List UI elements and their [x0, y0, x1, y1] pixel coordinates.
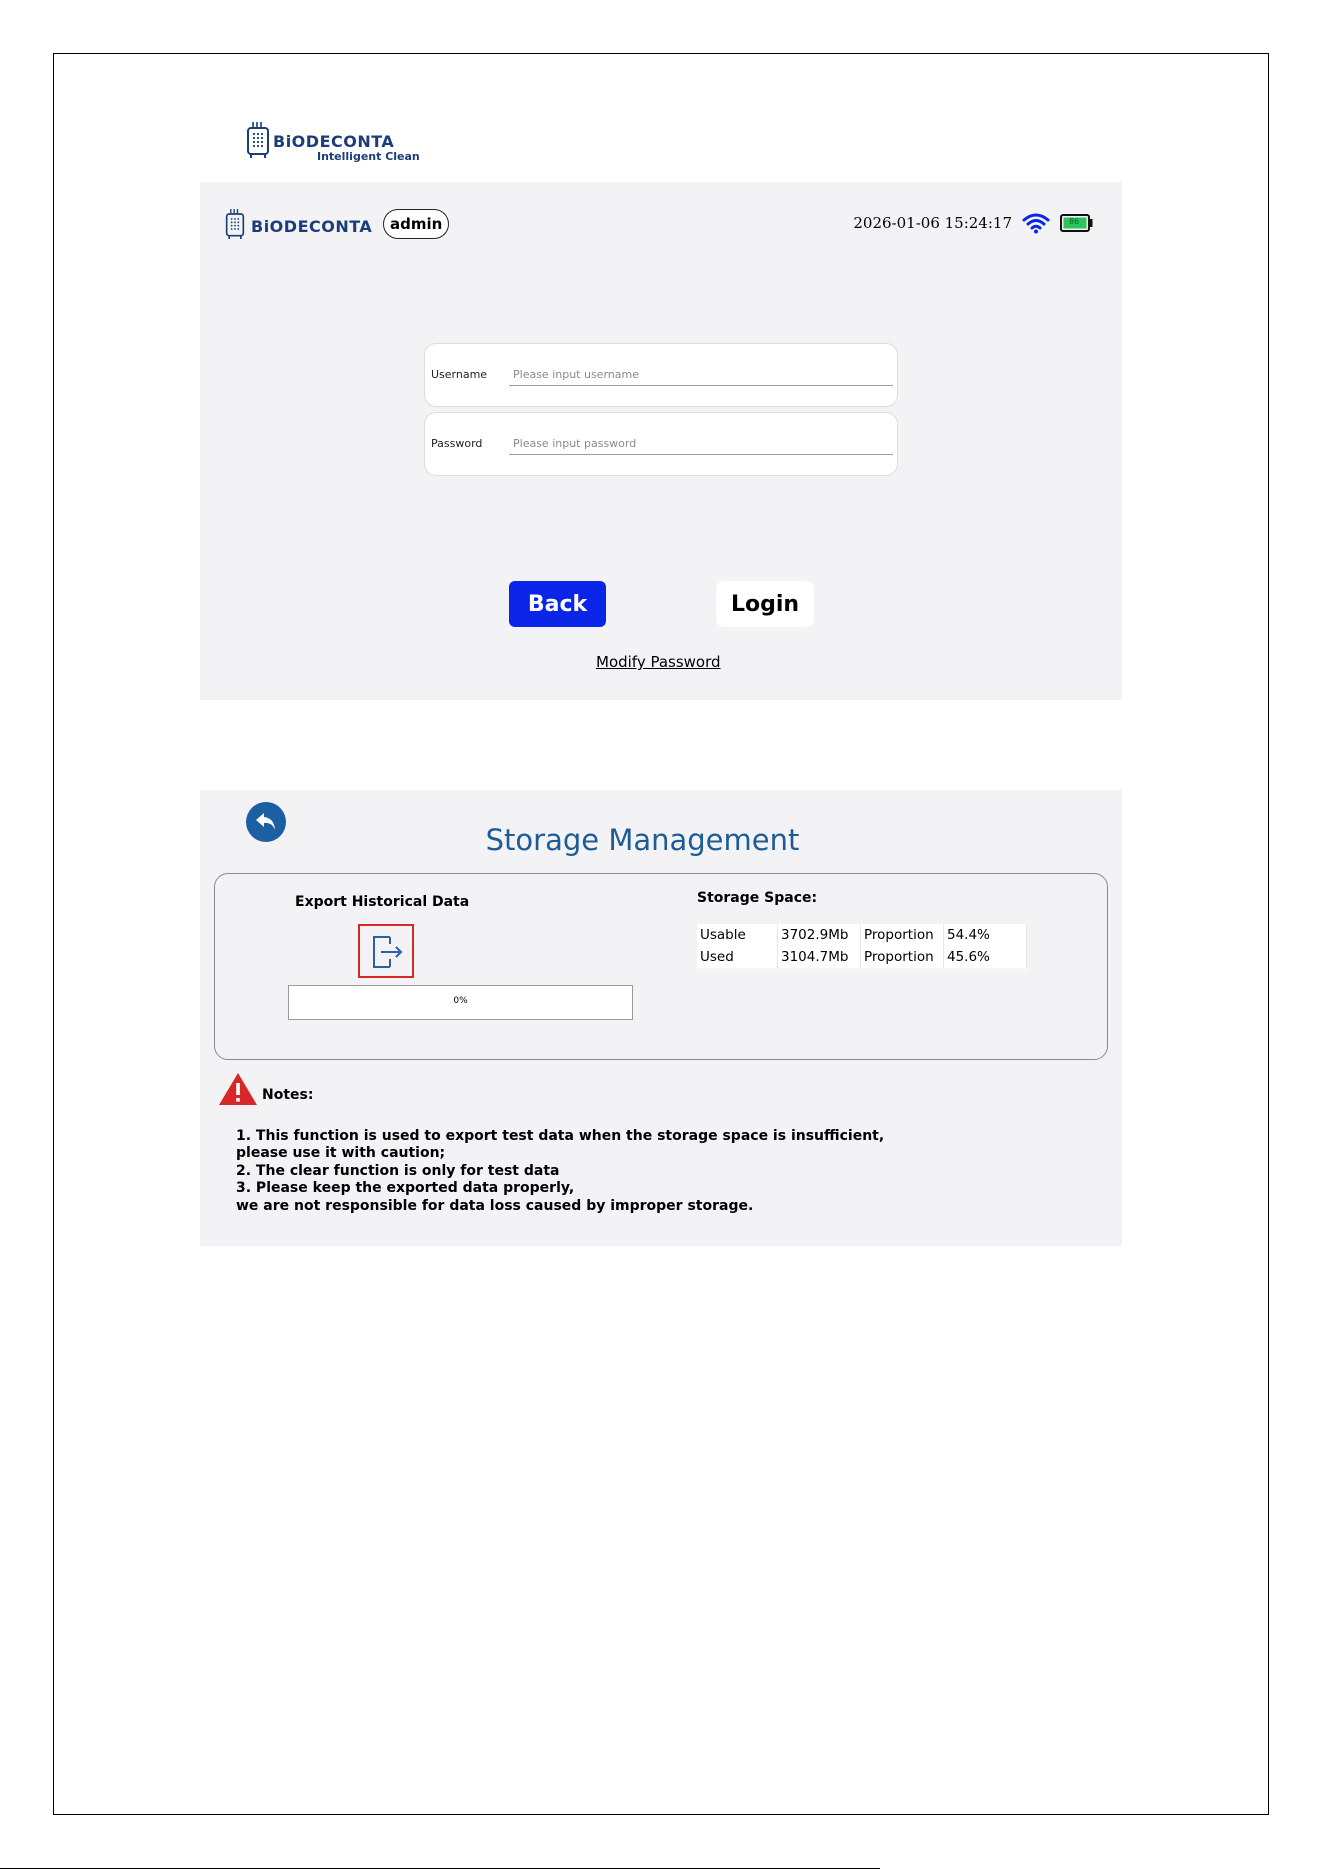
username-label: Username — [431, 368, 488, 381]
status-bar — [853, 212, 1094, 234]
table-row — [697, 946, 1027, 970]
export-progress-bar — [288, 985, 633, 1020]
notes-header — [218, 1072, 313, 1106]
brand-wordmark: BiODECONTA — [273, 132, 395, 151]
storage-space-label: Storage Space: — [697, 890, 818, 906]
wifi-icon — [1022, 212, 1050, 234]
page-title: Storage Management — [485, 823, 800, 857]
brand-tagline: Intelligent Clean — [317, 150, 420, 163]
header-wordmark: BiODECONTA — [251, 217, 373, 236]
row-name: Used — [697, 946, 778, 970]
device-logo-icon — [225, 206, 245, 242]
back-button[interactable]: Back — [509, 581, 606, 627]
password-row — [424, 412, 898, 476]
row-proportion-label: Proportion — [861, 924, 944, 946]
footer-rule — [0, 1868, 880, 1869]
login-screen — [200, 182, 1122, 700]
export-button[interactable] — [358, 924, 414, 978]
modify-password-link[interactable]: Modify Password — [596, 653, 721, 671]
row-proportion-value: 45.6% — [944, 946, 1027, 970]
password-label: Password — [431, 437, 483, 450]
battery-icon — [1060, 214, 1094, 232]
storage-screen — [200, 790, 1122, 1246]
warning-icon — [218, 1072, 258, 1106]
row-name: Usable — [697, 924, 778, 946]
progress-text: 0% — [453, 996, 468, 1006]
storage-card — [214, 873, 1108, 1060]
device-logo-icon — [246, 120, 270, 160]
notes-title: Notes: — [262, 1087, 314, 1103]
password-input[interactable] — [509, 433, 893, 455]
row-size: 3702.9Mb — [778, 924, 861, 946]
user-badge: admin — [383, 209, 449, 239]
note-line: 3. Please keep the exported data properly, — [236, 1180, 575, 1197]
note-line: 1. This function is used to export test data when the storage space is insufficient, — [236, 1128, 885, 1144]
battery-level: 86 — [1069, 217, 1080, 226]
row-proportion-label: Proportion — [861, 946, 944, 970]
note-line: please use it with caution; — [236, 1145, 446, 1162]
notes-list — [236, 1128, 884, 1215]
export-label: Export Historical Data — [295, 894, 470, 910]
note-line: we are not responsible for data loss caused by improper storage. — [236, 1197, 754, 1214]
brand-logo — [246, 120, 420, 163]
row-proportion-value: 54.4% — [944, 924, 1027, 946]
note-line: 2. The clear function is only for test data — [236, 1162, 560, 1179]
table-row — [697, 924, 1027, 946]
username-row — [424, 343, 898, 407]
export-icon — [366, 931, 406, 971]
header-logo — [225, 206, 372, 242]
username-input[interactable] — [509, 364, 893, 386]
storage-space-table — [697, 924, 1027, 972]
row-size: 3104.7Mb — [778, 946, 861, 970]
login-button[interactable]: Login — [716, 581, 814, 627]
datetime-display: 2026-01-06 15:24:17 — [853, 214, 1012, 232]
